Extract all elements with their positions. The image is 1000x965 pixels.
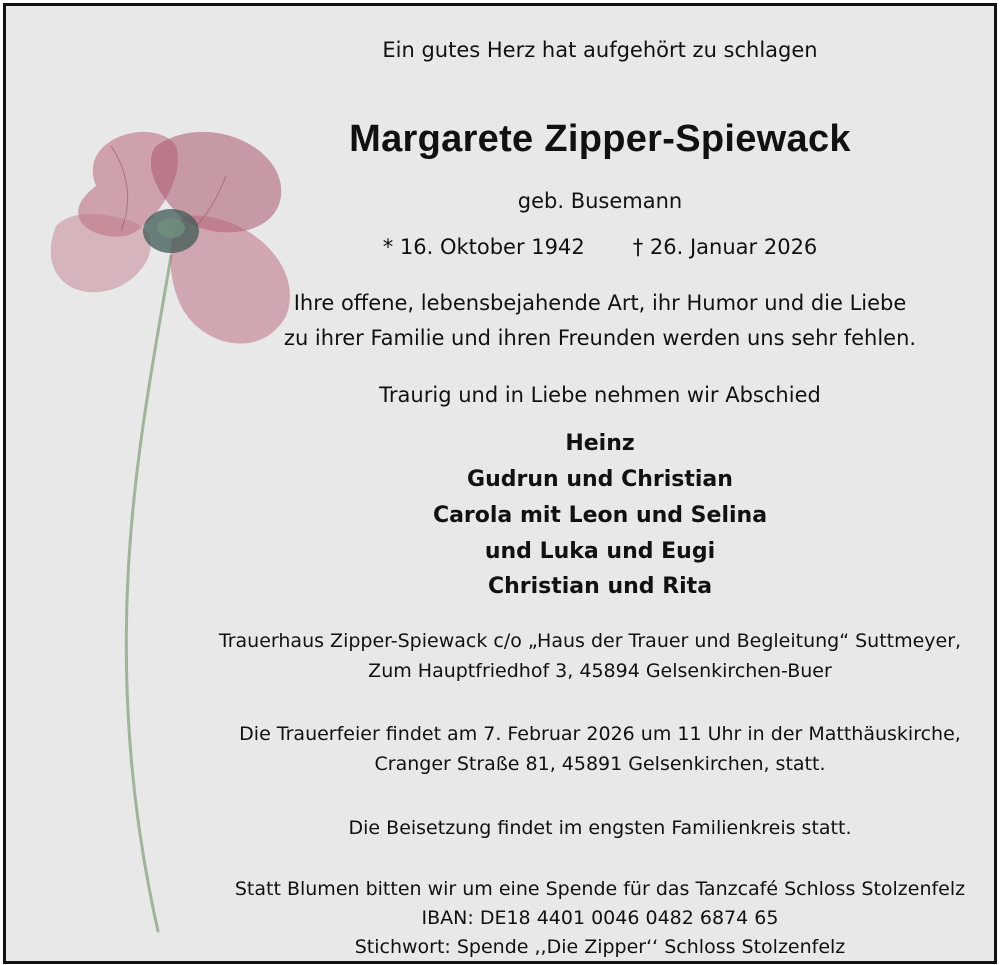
life-dates: [206, 235, 994, 259]
donation-keyword: Stichwort: Spende ,,Die Zipper‘‘ Schloss Stolzenfelz: [354, 936, 846, 958]
mourner-name: Carola mit Leon und Selina: [432, 503, 768, 528]
donation-iban: IBAN: DE18 4401 0046 0482 6874 65: [421, 907, 779, 929]
quote-line: Ihre offene, lebensbejahende Art, ihr Humor und die Liebe: [293, 291, 907, 315]
burial-info: Die Beisetzung findet im engsten Familienkreis statt.: [348, 817, 852, 839]
maiden-name: geb. Busemann: [517, 189, 683, 213]
farewell-text: Traurig und in Liebe nehmen wir Abschied: [379, 383, 821, 407]
mourning-house-address: Zum Hauptfriedhof 3, 45894 Gelsenkirchen-Buer: [368, 660, 832, 682]
service-info: Cranger Straße 81, 45891 Gelsenkirchen, statt.: [374, 753, 826, 775]
motto-text: Ein gutes Herz hat aufgehört zu schlagen: [382, 38, 818, 62]
mourning-house-address: Trauerhaus Zipper-Spiewack c/o „Haus der Trauer und Begleitung“ Suttmeyer,: [218, 630, 962, 652]
quote-line: zu ihrer Familie und ihren Freunden werden uns sehr fehlen.: [283, 326, 917, 350]
death-date: † 26. Januar 2026: [632, 235, 818, 259]
obituary-card: [3, 3, 997, 964]
mourner-name: Christian und Rita: [487, 574, 713, 599]
deceased-name: Margarete Zipper-Spiewack: [349, 118, 851, 160]
donation-request: Statt Blumen bitten wir um eine Spende für das Tanzcafé Schloss Stolzenfelz: [234, 878, 966, 900]
mourner-name: Gudrun und Christian: [467, 467, 733, 492]
service-info: Die Trauerfeier findet am 7. Februar 2026 um 11 Uhr in der Matthäuskirche,: [239, 723, 961, 745]
birth-date: * 16. Oktober 1942: [382, 235, 585, 259]
mourner-name: Heinz: [565, 431, 635, 456]
mourner-name: und Luka und Eugi: [484, 539, 716, 564]
